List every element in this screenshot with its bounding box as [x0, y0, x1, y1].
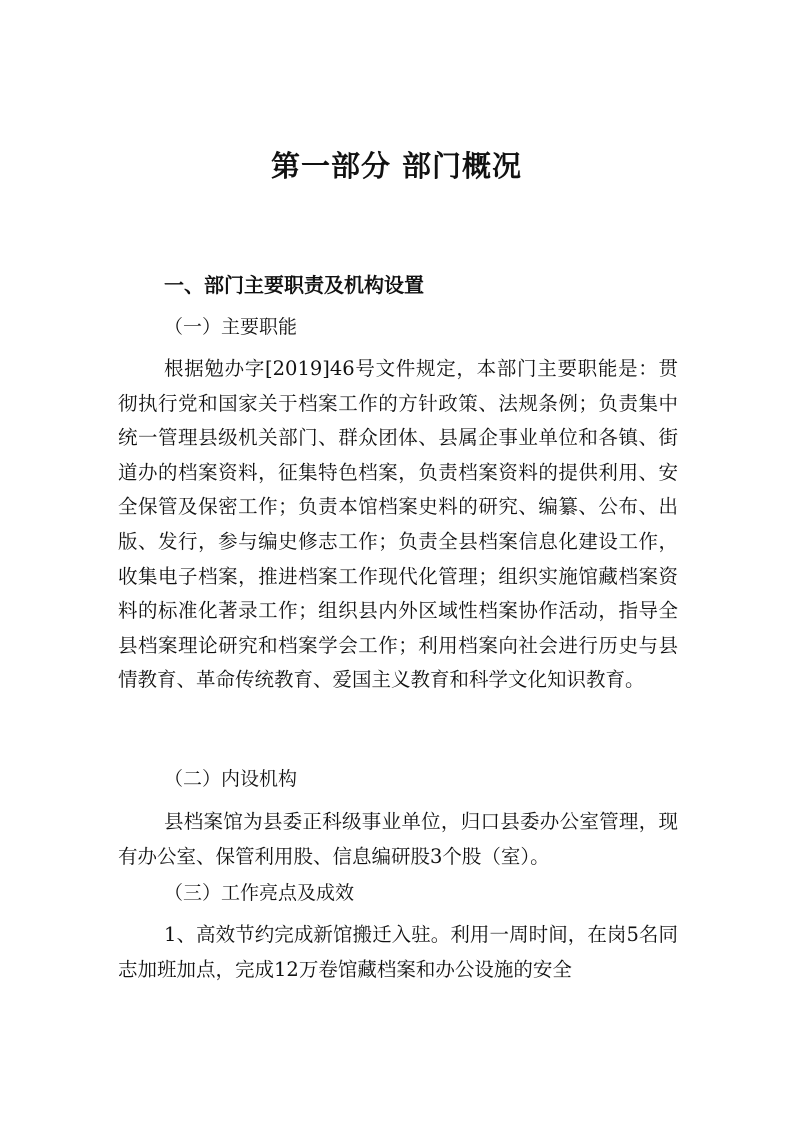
subsection-heading-functions: （一）主要职能: [164, 316, 298, 338]
section-heading: 一、部门主要职责及机构设置: [164, 273, 424, 297]
paragraph-functions: 根据勉办字[2019]46号文件规定，本部门主要职能是：贯彻执行党和国家关于档案工作的方针政策、法规条例；负责集中统一管理县级机关部门、群众团体、县属企事业单位和各镇、街道办的档案资料，征集特色档案，负责档案资料的提供利用、安全保管及保密工作；负责本馆档案史料的研究、编纂、公布、出版、发行，参与编史修志工作；负责全县档案信息化建设工作，收集电子档案，推进档案工作现代化管理；组织实施馆藏档案资料的标准化著录工作；组织县内外区域性档案协作活动，指导全县档案理论研究和档案学会工作；利用档案向社会进行历史与县情教育、革命传统教育、爱国主义教育和科学文化知识教育。: [118, 357, 678, 692]
subsection-heading-departments: （二）内设机构: [164, 768, 298, 790]
subsection-heading-highlights: （三）工作亮点及成效: [164, 882, 355, 904]
page-title: 第一部分 部门概况: [270, 149, 523, 183]
paragraph-highlights: 1、高效节约完成新馆搬迁入驻。利用一周时间，在岗5名同志加班加点，完成12万卷馆藏档案和办公设施的安全: [118, 923, 678, 981]
paragraph-departments: 县档案馆为县委正科级事业单位，归口县委办公室管理，现有办公室、保管利用股、信息编研股3个股（室）。: [118, 810, 678, 868]
